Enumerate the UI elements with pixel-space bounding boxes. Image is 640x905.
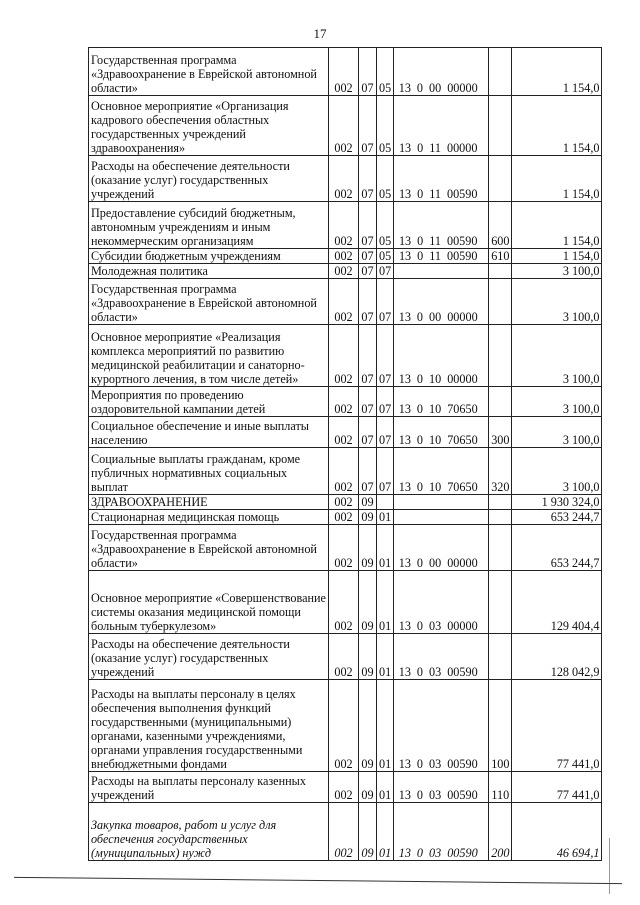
row-name: Предоставление субсидий бюджетным, автономным учреждениям и иным некоммерческим организациям (89, 202, 329, 249)
target-article-part: 0 (416, 556, 423, 570)
amount: 77 441,0 (512, 772, 602, 803)
target-article-part: 03 (429, 665, 442, 679)
subsection-code: 07 (377, 264, 394, 279)
ved-code: 002 (329, 325, 359, 387)
amount: 3 100,0 (512, 448, 602, 495)
subsection-code: 01 (377, 510, 394, 525)
target-article-part: 13 (398, 757, 411, 771)
table-row (89, 249, 602, 264)
row-name: Мероприятия по проведению оздоровительной кампании детей (89, 387, 329, 417)
target-article-part: 0 (416, 757, 423, 771)
row-name: Расходы на обеспечение деятельности (оказание услуг) государственных учреждений (89, 634, 329, 680)
amount: 1 154,0 (512, 48, 602, 96)
table-row (89, 202, 602, 249)
subsection-code: 01 (377, 772, 394, 803)
section-code: 09 (359, 510, 377, 525)
table-row (89, 571, 602, 634)
target-article-part: 0 (417, 234, 424, 248)
target-article-part: 70650 (447, 402, 478, 416)
target-article-code (394, 325, 489, 387)
target-article-part: 13 (398, 788, 411, 802)
subsection-code: 01 (377, 525, 394, 571)
amount: 128 042,9 (512, 634, 602, 680)
target-article-code (394, 772, 489, 803)
target-article-part: 00590 (446, 249, 478, 263)
ved-code: 002 (329, 448, 359, 495)
target-article-part: 10 (429, 402, 442, 416)
ved-code: 002 (329, 803, 359, 861)
table-row (89, 264, 602, 279)
table-row (89, 680, 602, 772)
target-article-part: 00000 (447, 619, 478, 633)
target-article-part: 00 (429, 310, 442, 324)
table-row (89, 448, 602, 495)
target-article-part: 10 (429, 433, 442, 447)
section-code: 07 (359, 48, 377, 96)
subsection-code: 05 (377, 249, 394, 264)
amount: 3 100,0 (512, 279, 602, 325)
subsection-code (377, 495, 394, 510)
amount: 1 930 324,0 (512, 495, 602, 510)
expense-type-code (489, 495, 512, 510)
amount: 3 100,0 (512, 325, 602, 387)
subsection-code: 01 (377, 680, 394, 772)
expense-type-code (489, 156, 512, 202)
budget-table (88, 47, 602, 861)
expense-type-code (489, 264, 512, 279)
ved-code: 002 (329, 634, 359, 680)
row-name: Социальное обеспечение и иные выплаты населению (89, 417, 329, 448)
amount: 3 100,0 (512, 387, 602, 417)
target-article-code (394, 202, 489, 249)
target-article-part: 03 (429, 788, 442, 802)
amount: 653 244,7 (512, 525, 602, 571)
target-article-part: 11 (429, 187, 441, 201)
subsection-code: 05 (377, 48, 394, 96)
section-code: 09 (359, 772, 377, 803)
target-article-part: 0 (416, 665, 423, 679)
target-article-part: 13 (398, 480, 411, 494)
ved-code: 002 (329, 525, 359, 571)
target-article-part: 11 (429, 234, 441, 248)
table-row (89, 772, 602, 803)
ved-code: 002 (329, 772, 359, 803)
target-article-part: 00590 (447, 788, 478, 802)
row-name: Государственная программа «Здравоохранение в Еврейской автономной области» (89, 525, 329, 571)
amount: 129 404,4 (512, 571, 602, 634)
expense-type-code (489, 325, 512, 387)
row-name: Государственная программа «Здравоохранение в Еврейской автономной области» (89, 48, 329, 96)
target-article-part: 0 (416, 619, 423, 633)
table-row (89, 96, 602, 156)
table-row (89, 48, 602, 96)
expense-type-code (489, 387, 512, 417)
expense-type-code: 100 (489, 680, 512, 772)
subsection-code: 07 (377, 417, 394, 448)
section-code: 07 (359, 96, 377, 156)
row-name: Субсидии бюджетным учреждениям (89, 249, 329, 264)
ved-code: 002 (329, 96, 359, 156)
target-article-code (394, 525, 489, 571)
target-article-part: 13 (398, 249, 412, 263)
expense-type-code: 610 (489, 249, 512, 264)
section-code: 07 (359, 156, 377, 202)
target-article-code (394, 96, 489, 156)
target-article-part: 0 (416, 81, 423, 95)
target-article-part: 0 (416, 846, 423, 860)
target-article-part: 70650 (447, 480, 478, 494)
budget-table-body (89, 48, 602, 861)
target-article-part: 0 (417, 187, 424, 201)
section-code: 09 (359, 634, 377, 680)
target-article-part: 00590 (446, 234, 478, 248)
section-code: 09 (359, 803, 377, 861)
expense-type-code (489, 96, 512, 156)
amount: 1 154,0 (512, 96, 602, 156)
ved-code: 002 (329, 48, 359, 96)
ved-code: 002 (329, 510, 359, 525)
target-article-code (394, 803, 489, 861)
expense-type-code: 320 (489, 448, 512, 495)
subsection-code: 07 (377, 448, 394, 495)
amount: 1 154,0 (512, 202, 602, 249)
target-article-code (394, 571, 489, 634)
target-article-part: 00590 (447, 665, 478, 679)
target-article-code (394, 264, 489, 279)
target-article-part: 13 (398, 372, 411, 386)
expense-type-code (489, 510, 512, 525)
row-name: Основное мероприятие «Реализация комплекса мероприятий по развитию медицинской реабилитации и санаторно-курортного лечения, в том числе детей» (89, 325, 329, 387)
row-name: Социальные выплаты гражданам, кроме публичных нормативных социальных выплат (89, 448, 329, 495)
target-article-part: 13 (398, 81, 411, 95)
table-row (89, 634, 602, 680)
target-article-part: 0 (416, 310, 423, 324)
target-article-part: 0 (416, 402, 423, 416)
subsection-code: 07 (377, 325, 394, 387)
target-article-part: 00000 (447, 372, 478, 386)
expense-type-code: 110 (489, 772, 512, 803)
subsection-code: 05 (377, 96, 394, 156)
target-article-part: 13 (398, 310, 411, 324)
section-code: 09 (359, 680, 377, 772)
target-article-part: 13 (398, 665, 411, 679)
section-code: 09 (359, 525, 377, 571)
ved-code: 002 (329, 571, 359, 634)
target-article-part: 00000 (446, 141, 478, 155)
target-article-part: 00 (429, 81, 442, 95)
target-article-part: 0 (416, 372, 423, 386)
amount: 3 100,0 (512, 264, 602, 279)
target-article-part: 10 (429, 372, 442, 386)
ved-code: 002 (329, 387, 359, 417)
table-row (89, 417, 602, 448)
subsection-code: 07 (377, 279, 394, 325)
table-row (89, 279, 602, 325)
target-article-part: 13 (398, 141, 412, 155)
table-row (89, 495, 602, 510)
section-code: 07 (359, 279, 377, 325)
amount: 653 244,7 (512, 510, 602, 525)
target-article-part: 00000 (447, 310, 478, 324)
page-number: 17 (313, 26, 327, 41)
amount: 1 154,0 (512, 156, 602, 202)
target-article-part: 0 (417, 249, 424, 263)
row-name: Основное мероприятие «Организация кадрового обеспечения областных государственных учреждений здравоохранения» (89, 96, 329, 156)
row-name: Стационарная медицинская помощь (89, 510, 329, 525)
table-row (89, 803, 602, 861)
ved-code: 002 (329, 680, 359, 772)
amount: 46 694,1 (512, 803, 602, 861)
target-article-part: 03 (429, 846, 442, 860)
target-article-part: 13 (398, 402, 411, 416)
target-article-part: 0 (416, 788, 423, 802)
row-name: Молодежная политика (89, 264, 329, 279)
target-article-code (394, 387, 489, 417)
ved-code: 002 (329, 249, 359, 264)
target-article-part: 10 (429, 480, 442, 494)
subsection-code: 01 (377, 634, 394, 680)
target-article-part: 0 (416, 480, 423, 494)
target-article-code (394, 510, 489, 525)
section-code: 07 (359, 448, 377, 495)
table-row (89, 510, 602, 525)
expense-type-code (489, 634, 512, 680)
target-article-part: 13 (398, 846, 411, 860)
target-article-part: 00000 (447, 556, 478, 570)
target-article-part: 03 (429, 619, 442, 633)
subsection-code: 07 (377, 387, 394, 417)
row-name: Расходы на обеспечение деятельности (оказание услуг) государственных учреждений (89, 156, 329, 202)
expense-type-code: 300 (489, 417, 512, 448)
target-article-part: 00590 (446, 187, 478, 201)
target-article-part: 13 (398, 234, 412, 248)
target-article-part: 0 (416, 433, 423, 447)
target-article-code (394, 495, 489, 510)
ved-code: 002 (329, 202, 359, 249)
margin-mark (609, 838, 618, 894)
target-article-code (394, 448, 489, 495)
target-article-part: 0 (417, 141, 424, 155)
table-row (89, 156, 602, 202)
target-article-code (394, 279, 489, 325)
ved-code: 002 (329, 279, 359, 325)
ved-code: 002 (329, 495, 359, 510)
target-article-part: 00590 (447, 757, 478, 771)
ved-code: 002 (329, 156, 359, 202)
section-code: 07 (359, 202, 377, 249)
target-article-part: 00590 (447, 846, 478, 860)
target-article-part: 13 (398, 619, 411, 633)
amount: 1 154,0 (512, 249, 602, 264)
row-name: Расходы на выплаты персоналу казенных учреждений (89, 772, 329, 803)
table-row (89, 525, 602, 571)
target-article-code (394, 680, 489, 772)
subsection-code: 01 (377, 803, 394, 861)
section-code: 07 (359, 387, 377, 417)
target-article-part: 13 (398, 187, 412, 201)
expense-type-code (489, 279, 512, 325)
table-row (89, 325, 602, 387)
target-article-part: 13 (398, 433, 411, 447)
target-article-part: 00000 (447, 81, 478, 95)
row-name: Государственная программа «Здравоохранение в Еврейской автономной области» (89, 279, 329, 325)
row-name: Закупка товаров, работ и услуг для обеспечения государственных (муниципальных) нужд (89, 803, 329, 861)
subsection-code: 01 (377, 571, 394, 634)
expense-type-code: 600 (489, 202, 512, 249)
target-article-code (394, 417, 489, 448)
subsection-code: 05 (377, 156, 394, 202)
section-code: 07 (359, 417, 377, 448)
target-article-part: 03 (429, 757, 442, 771)
target-article-part: 11 (429, 249, 441, 263)
table-row (89, 387, 602, 417)
section-code: 09 (359, 571, 377, 634)
expense-type-code (489, 525, 512, 571)
bottom-rule (14, 877, 622, 884)
expense-type-code (489, 48, 512, 96)
row-name: ЗДРАВООХРАНЕНИЕ (89, 495, 329, 510)
target-article-code (394, 48, 489, 96)
section-code: 07 (359, 249, 377, 264)
amount: 77 441,0 (512, 680, 602, 772)
expense-type-code: 200 (489, 803, 512, 861)
ved-code: 002 (329, 264, 359, 279)
target-article-part: 11 (429, 141, 441, 155)
section-code: 09 (359, 495, 377, 510)
expense-type-code (489, 571, 512, 634)
section-code: 07 (359, 264, 377, 279)
target-article-part: 13 (398, 556, 411, 570)
target-article-code (394, 249, 489, 264)
target-article-code (394, 156, 489, 202)
target-article-code (394, 634, 489, 680)
row-name: Основное мероприятие «Совершенствование системы оказания медицинской помощи больным туберкулезом» (89, 571, 329, 634)
amount: 3 100,0 (512, 417, 602, 448)
subsection-code: 05 (377, 202, 394, 249)
target-article-part: 00 (429, 556, 442, 570)
ved-code: 002 (329, 417, 359, 448)
target-article-part: 70650 (447, 433, 478, 447)
row-name: Расходы на выплаты персоналу в целях обеспечения выполнения функций государственными (муниципальными) органами, казенными учреждениями, органами управления государственными внебюджетными фондами (89, 680, 329, 772)
section-code: 07 (359, 325, 377, 387)
